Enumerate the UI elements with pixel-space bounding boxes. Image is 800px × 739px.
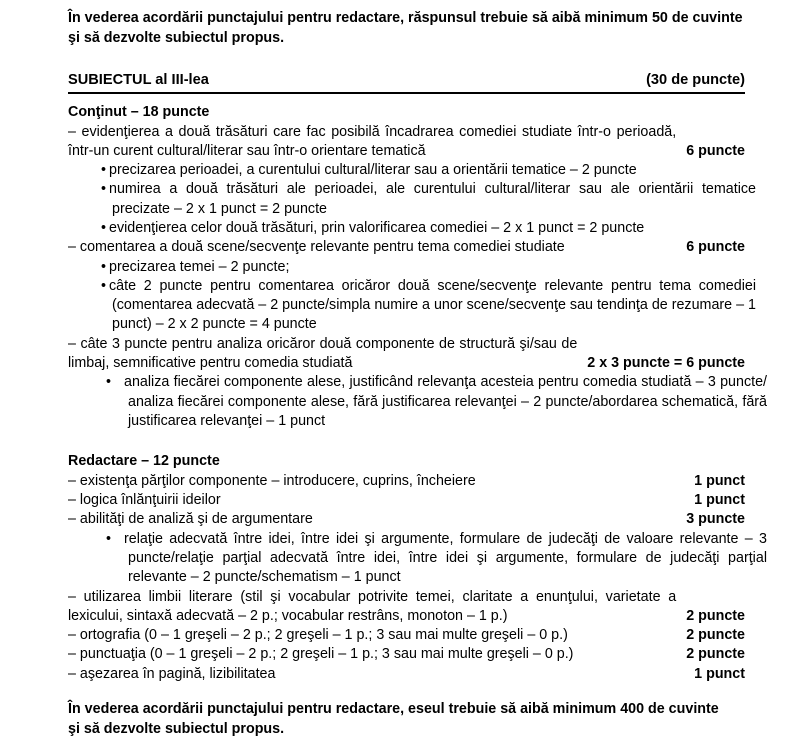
criterion-score: 2 puncte xyxy=(686,607,745,624)
criterion-text: – logica înlănţuirii ideilor xyxy=(68,492,221,509)
criterion-score: 1 punct xyxy=(694,665,745,682)
criterion-row xyxy=(68,665,745,684)
outro-note-line-2: şi să dezvolte subiectul propus. xyxy=(68,721,285,738)
criterion-bullet: • relaţie adecvată între idei, între idei şi argumente, formulare de judecăţi de valoare relevante – 3 puncte/relaţie parţial adecvată între idei, între idei şi argumente, formulare de judecăţi parţial relevante – 2 puncte/schematism – 1 punct xyxy=(106,530,767,588)
criterion-row xyxy=(68,510,745,529)
subject-header xyxy=(68,70,745,94)
criterion-text: – aşezarea în pagină, lizibilitatea xyxy=(68,665,276,682)
criterion-bullet: • câte 2 puncte pentru comentarea oricăror două scene/secvenţe relevante pentru tema comediei (comentarea adecvată – 2 puncte/simpla numire a unor scene/secvenţe sau tendinţa de rezumare – 1 punct) – 2 x 2 puncte = 4 puncte xyxy=(101,277,756,335)
criterion-bullet: • precizarea perioadei, a curentului cultural/literar sau a orientării tematice – 2 puncte xyxy=(101,161,756,180)
continut-heading: Conţinut – 18 puncte xyxy=(68,104,210,120)
criterion-text: – câte 3 puncte pentru analiza oricăror două componente de structură şi/sau de limbaj, semnificative pentru comedia studiată xyxy=(68,335,578,372)
redactare-heading: Redactare – 12 puncte xyxy=(68,453,220,470)
criterion-row xyxy=(68,472,745,491)
criterion-text: – utilizarea limbii literare (stil şi vocabular potrivite temei, claritate a enunţului, varietate a lexicului, sintaxă adecvată – 2 p.; vocabular restrâns, monoton – 1 p.) xyxy=(68,588,677,624)
criterion-score: 6 puncte xyxy=(686,239,745,256)
criterion-row xyxy=(68,491,745,510)
criterion-text: – punctuaţia (0 – 1 greşeli – 2 p.; 2 greşeli – 1 p.; 3 sau mai multe greşeli – 0 p.) xyxy=(68,646,574,663)
criterion-bullet: • numirea a două trăsături ale perioadei, ale curentului cultural/literar sau ale orientării tematice precizate – 2 x 1 punct = 2 puncte xyxy=(101,180,756,219)
criterion-score: 3 puncte xyxy=(686,511,745,528)
criterion-row xyxy=(68,588,745,627)
criterion-bullet: • analiza fiecărei componente alese, justificând relevanţa acesteia pentru comedia studiată – 3 puncte/ analiza fiecărei componente alese, fără justificarea relevanţei – 2 puncte/abordarea schematică, fără justificarea relevanţei – 1 punct xyxy=(106,373,767,431)
criterion-score: 2 x 3 puncte = 6 puncte xyxy=(587,355,745,372)
criterion-bullet: • evidenţierea celor două trăsături, prin valorificarea comediei – 2 x 1 punct = 2 puncte xyxy=(101,219,756,238)
criterion-row xyxy=(68,335,745,374)
intro-note-line-2: şi să dezvolte subiectul propus. xyxy=(68,30,285,46)
criterion-bullet: • precizarea temei – 2 puncte; xyxy=(101,258,756,277)
intro-note-line-1: În vederea acordării punctajului pentru redactare, răspunsul trebuie să aibă minimum 50 de cuvinte xyxy=(68,10,743,26)
criterion-row xyxy=(68,645,745,664)
criterion-score: 2 puncte xyxy=(686,627,745,644)
criterion-text: – existenţa părţilor componente – introducere, cuprins, încheiere xyxy=(68,472,476,489)
criterion-text: – ortografia (0 – 1 greşeli – 2 p.; 2 greşeli – 1 p.; 3 sau mai multe greşeli – 0 p.) xyxy=(68,627,568,644)
criterion-row xyxy=(68,123,745,162)
subject-title: SUBIECTUL al III-lea xyxy=(68,72,209,88)
outro-note-line-1: În vederea acordării punctajului pentru redactare, eseul trebuie să aibă minimum 400 de cuvinte xyxy=(68,701,719,718)
criterion-score: 1 punct xyxy=(694,472,745,489)
criterion-text: – comentarea a două scene/secvenţe relevante pentru tema comediei studiate xyxy=(68,239,565,256)
criterion-row xyxy=(68,238,745,257)
criterion-score: 1 punct xyxy=(694,492,745,509)
criterion-row xyxy=(68,626,745,645)
criterion-score: 6 puncte xyxy=(686,142,745,159)
subject-total-points: (30 de puncte) xyxy=(646,72,745,88)
intro-note xyxy=(68,8,745,48)
criterion-text: – abilităţi de analiză şi de argumentare xyxy=(68,511,313,528)
section-spacer xyxy=(68,431,745,452)
criterion-score: 2 puncte xyxy=(686,646,745,663)
criterion-text: – evidenţierea a două trăsături care fac posibilă încadrarea comediei studiate într-o perioadă, într-un curent cultural/literar sau într-o orientare tematică xyxy=(68,123,677,159)
section-spacer xyxy=(68,684,745,699)
outro-note xyxy=(68,699,745,739)
